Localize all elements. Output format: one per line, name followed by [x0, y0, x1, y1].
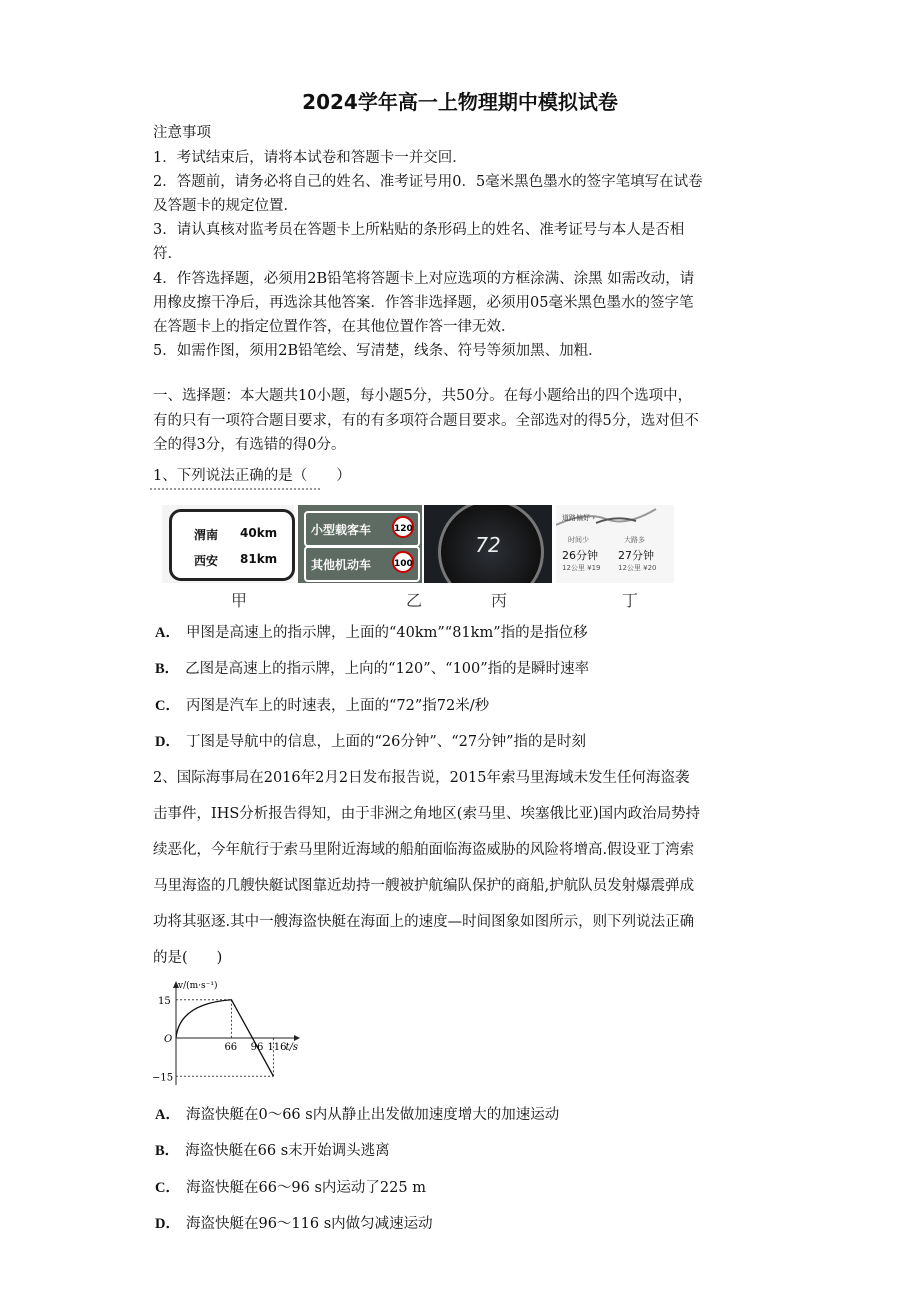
q1-stem: 1、下列说法正确的是（ ） — [153, 468, 351, 484]
q2-stem: 马里海盗的几艘快艇试图靠近劫持一艘被护航编队保护的商船,护航队员发射爆震弹成 — [153, 878, 695, 894]
section-intro: 有的只有一项符合题目要求，有的有多项符合题目要求。全部选对的得5分，选对但不 — [153, 413, 699, 429]
panel-bing — [424, 505, 552, 583]
notice-item: 4．作答选择题，必须用2B铅笔将答题卡上对应选项的方框涂满、涂黑 如需改动，请 — [153, 271, 695, 287]
x-tick-label: 96 — [250, 1042, 264, 1053]
q2-stem: 2、国际海事局在2016年2月2日发布报告说，2015年索马里海域未发生任何海盗袭 — [153, 770, 690, 786]
q1-option-c: C． 丙图是汽车上的时速表，上面的“72”指72米/秒 — [155, 698, 490, 714]
notice-item: 用橡皮擦干净后，再选涂其他答案．作答非选择题，必须用05毫米黑色墨水的签字笔 — [153, 295, 694, 311]
route1-time: 26分钟 — [562, 549, 598, 562]
panel-yi — [298, 505, 422, 583]
speed-limit-120: 120 — [392, 516, 414, 538]
q1-figure — [162, 505, 674, 583]
x-axis-label: t/s — [285, 1042, 298, 1053]
velocity-time-chart — [148, 978, 308, 1088]
notice-item: 1．考试结束后，请将本试卷和答题卡一并交回． — [153, 150, 467, 166]
route1-label: 时间少 — [568, 536, 589, 544]
q1-option-d: D． 丁图是导航中的信息，上面的“26分钟”、“27分钟”指的是时刻 — [155, 734, 587, 750]
sign-dist-2: 81km — [240, 552, 278, 566]
sign-place-2: 西安 — [194, 554, 219, 568]
page-title: 2024学年高一上物理期中模拟试卷 — [302, 90, 618, 114]
y-tick-label: 15 — [158, 995, 171, 1007]
notice-item: 3．请认真核对监考员在答题卡上所粘贴的条形码上的姓名、准考证号与本人是否相 — [153, 222, 685, 238]
q1-option-b: B． 乙图是高速上的指示牌，上向的“120”、“100”指的是瞬时速率 — [155, 661, 590, 677]
route1-info: 12公里 ¥19 — [562, 564, 601, 572]
y-tick-label: −15 — [152, 1072, 174, 1084]
sign-vehicle-1: 小型载客车 — [311, 523, 372, 537]
caption-yi: 乙 — [406, 591, 423, 610]
q2-stem: 的是( ) — [153, 950, 223, 966]
x-tick-label: 116 — [267, 1042, 287, 1053]
route2-label: 大路多 — [624, 536, 645, 544]
sign-vehicle-2: 其他机动车 — [311, 558, 372, 572]
notice-heading: 注意事项 — [153, 125, 211, 141]
route2-time: 27分钟 — [618, 549, 654, 562]
q2-stem: 续恶化，今年航行于索马里附近海域的船舶面临海盗威胁的风险将增高.假设亚丁湾索 — [153, 842, 695, 858]
q2-option-b: B． 海盗快艇在66 s末开始调头逃离 — [155, 1143, 390, 1159]
q2-stem: 功将其驱逐.其中一艘海盗快艇在海面上的速度—时间图象如图所示，则下列说法正确 — [153, 914, 695, 930]
speedometer-reading: 72 — [475, 533, 501, 557]
notice-item: 5．如需作图，须用2B铅笔绘、写清楚，线条、符号等须加黑、加粗． — [153, 343, 603, 359]
section-intro: 一、选择题：本大题共10小题，每小题5分，共50分。在每小题给出的四个选项中， — [153, 388, 693, 404]
x-axis-arrow — [294, 1035, 300, 1041]
notice-item: 符． — [153, 246, 182, 262]
caption-jia: 甲 — [231, 591, 248, 610]
q2-stem: 击事件，IHS分析报告得知，由于非洲之角地区(索马里、埃塞俄比亚)国内政治局势持 — [153, 806, 701, 822]
q2-option-d: D． 海盗快艇在96～116 s内做匀减速运动 — [155, 1216, 433, 1232]
route2-info: 12公里 ¥20 — [618, 564, 657, 572]
speed-limit-100: 100 — [392, 551, 414, 573]
notice-item: 2．答题前，请务必将自己的姓名、准考证号用0．5毫米黑色墨水的签字笔填写在试卷 — [153, 174, 703, 190]
cropped-text-fragment — [150, 488, 320, 500]
caption-bing: 丙 — [491, 591, 508, 610]
q2-option-c: C． 海盗快艇在66～96 s内运动了225 m — [155, 1180, 426, 1196]
route-preference: 道路偏好 › — [562, 514, 596, 522]
origin-label: O — [164, 1034, 173, 1045]
panel-ding — [556, 505, 674, 583]
sign-dist-1: 40km — [240, 526, 278, 540]
caption-ding: 丁 — [622, 591, 639, 610]
q2-option-a: A． 海盗快艇在0～66 s内从静止出发做加速度增大的加速运动 — [155, 1107, 560, 1123]
section-intro: 全的得3分，有选错的得0分。 — [153, 437, 346, 453]
notice-item: 及答题卡的规定位置． — [153, 198, 298, 214]
sign-place-1: 渭南 — [194, 528, 219, 542]
panel-jia — [162, 505, 294, 583]
notice-item: 在答题卡上的指定位置作答，在其他位置作答一律无效． — [153, 319, 516, 335]
q1-option-a: A． 甲图是高速上的指示牌，上面的“40km”“81km”指的是指位移 — [155, 625, 588, 641]
y-axis-label: v/(m·s⁻¹) — [178, 981, 218, 991]
x-tick-label: 66 — [224, 1042, 238, 1053]
